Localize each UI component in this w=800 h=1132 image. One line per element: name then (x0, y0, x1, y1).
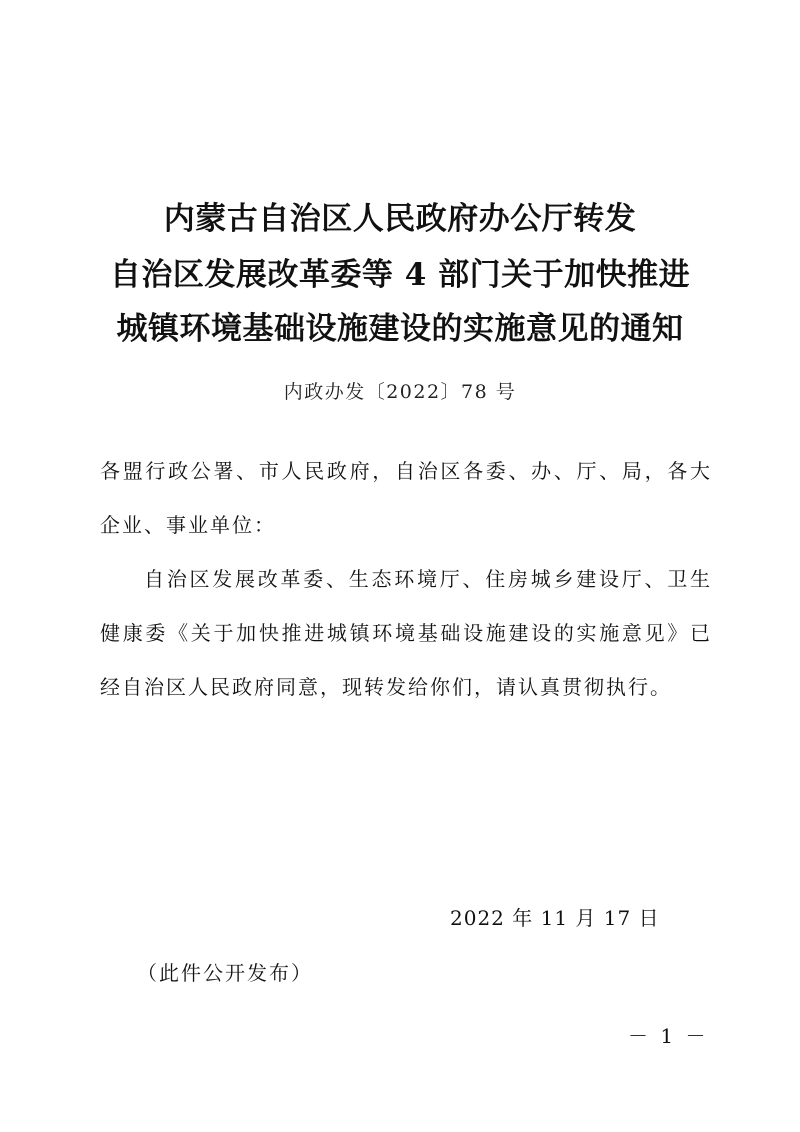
addressee-paragraph: 各盟行政公署、市人民政府，自治区各委、办、厅、局，各大企业、事业单位： (100, 459, 712, 537)
page-number: － 1 － (628, 1024, 709, 1048)
document-number: 内政办发〔2022〕78 号 (283, 381, 517, 403)
title-line-1: 内蒙古自治区人民政府办公厅转发 (163, 201, 637, 237)
title-line-2: 自治区发展改革委等 4 部门关于加快推进 (109, 257, 691, 293)
title-line-3: 城镇环境基础设施建设的实施意见的通知 (116, 311, 684, 347)
body-paragraph: 自治区发展改革委、生态环境厅、住房城乡建设厅、卫生健康委《关于加快推进城镇环境基础设施建设的实施意见》已经自治区人民政府同意，现转发给你们，请认真贯彻执行。 (100, 567, 712, 699)
issue-date: 2022 年 11 月 17 日 (450, 906, 660, 930)
publish-note: （此件公开发布） (137, 961, 313, 985)
